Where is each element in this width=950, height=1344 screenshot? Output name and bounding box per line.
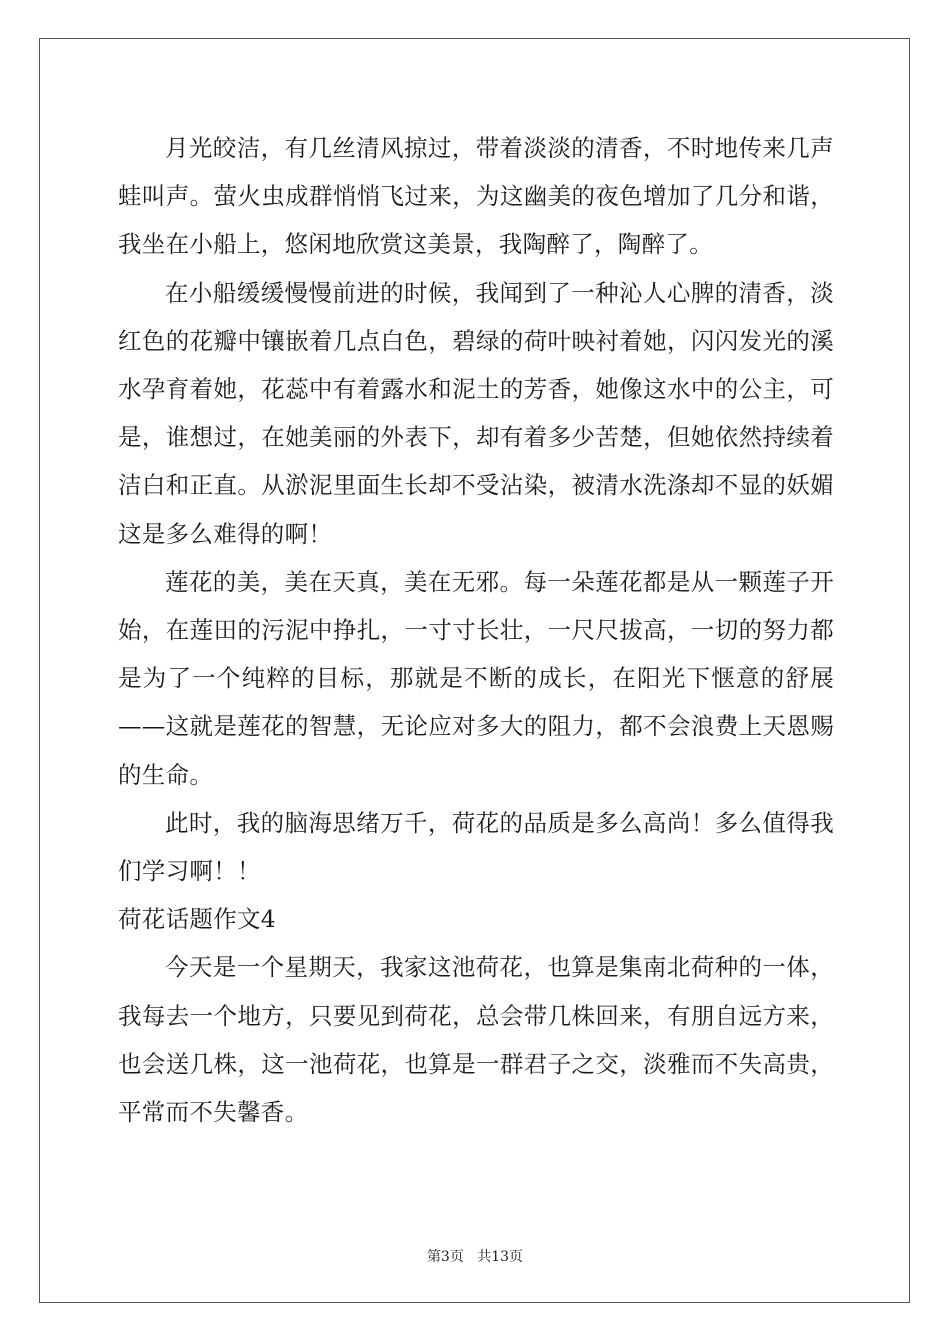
page-total: 共13页 (477, 1249, 524, 1265)
paragraph-boat-fragrance: 在小船缓缓慢慢前进的时候，我闻到了一种沁人心脾的清香，淡红色的花瓣中镶嵌着几点白色，碧绿的荷叶映衬着她，闪闪发光的溪水孕育着她，花蕊中有着露水和泥土的芳香，她像这水中的公主，可是，谁想过，在她美丽的外表下，却有着多少苦楚，但她依然持续着洁白和正直。从淤泥里面生长却不受沾染，被清水洗涤却不显的妖媚这是多么难得的啊！ (118, 278, 834, 548)
paragraph-reflection: 此时，我的脑海思绪万千，荷花的品质是多么高尚！多么值得我们学习啊！！ (118, 808, 834, 886)
paragraph-lotus-beauty: 莲花的美，美在天真，美在无邪。每一朵莲花都是从一颗莲子开始，在莲田的污泥中挣扎，一寸寸长壮，一尺尺拔高，一切的努力都是为了一个纯粹的目标，那就是不断的成长，在阳光下惬意的舒展——这就是莲花的智慧，无论应对多大的阻力，都不会浪费上天恩赐的生命。 (118, 567, 834, 789)
page-number: 第3页 (426, 1249, 464, 1265)
page-footer (0, 1246, 950, 1266)
paragraph-sunday-pond: 今天是一个星期天，我家这池荷花，也算是集南北荷种的一体，我每去一个地方，只要见到荷花，总会带几株回来，有朋自远方来，也会送几株，这一池荷花，也算是一群君子之交，淡雅而不失高贵，平常而不失馨香。 (118, 953, 834, 1127)
paragraph-moonlight: 月光皎洁，有几丝清风掠过，带着淡淡的清香，不时地传来几声蛙叫声。萤火虫成群悄悄飞过来，为这幽美的夜色增加了几分和谐，我坐在小船上，悠闲地欣赏这美景，我陶醉了，陶醉了。 (118, 134, 834, 259)
section-heading: 荷花话题作文4 (118, 905, 277, 934)
document-body (118, 124, 834, 1136)
